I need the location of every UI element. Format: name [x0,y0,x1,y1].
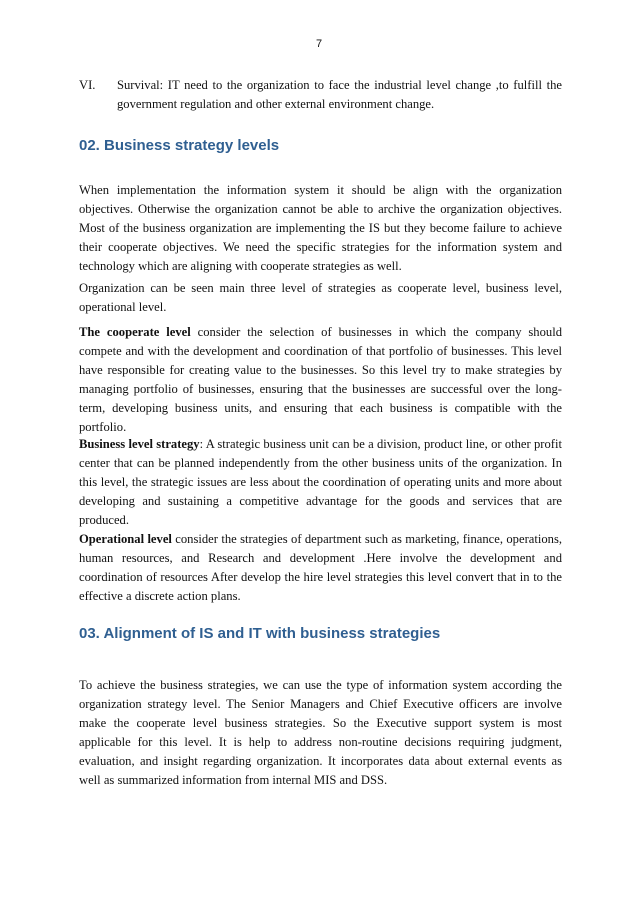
section-heading-business-strategy-levels: 02. Business strategy levels [79,137,280,154]
paragraph-alignment: To achieve the business strategies, we can use the type of information system according the organization strategy level. The Senior Managers and Chief Executive officers are involve make the cooperate level business strategies. So the Executive support system is most applicable for this level. It is help to address non-routine decisions requiring judgment, evaluation, and insight regarding organization. It incorporates data about external events as well as summarized information from internal MIS and DSS. [79,678,562,787]
list-item-survival [79,76,562,114]
paragraph-business-level-strategy [79,435,562,530]
term-operational-level: Operational level [79,532,172,546]
paragraph-intro: When implementation the information system it should be align with the organization objectives. Otherwise the organization cannot be able to archive the organization objectives. Most of the business organization are implementing the IS but they become failure to achieve their cooperate objectives. We need the specific strategies for the information system and technology which are aligning with cooperate strategies as well. [79,183,562,273]
term-business-level-strategy: Business level strategy [79,437,200,451]
text-operational-level: consider the strategies of department such as marketing, finance, operations, human resources, and Research and development .Here involve the development and coordination of resources After develop the hire level strategies this level convert that in to the effective a discrete action plans. [79,532,562,603]
paragraph-strategy-levels: Organization can be seen main three level of strategies as cooperate level, business level, operational level. [79,281,562,314]
list-item-text: Survival: IT need to the organization to face the industrial level change ,to fulfill the government regulation and other external environment change. [117,78,562,111]
page-number: 7 [315,38,323,50]
section-heading-alignment: 03. Alignment of IS and IT with business strategies [79,625,441,642]
text-business-level-strategy: : A strategic business unit can be a division, product line, or other profit center that can be planned independently from the other business units of the organization. In this level, the strategic issues are less about the coordination of operating units and more about developing and sustaining a competitive advantage for the goods and services that are produced. [79,437,562,527]
term-cooperate-level: The cooperate level [79,325,191,339]
paragraph-operational-level [79,530,562,606]
paragraph-cooperate-level [79,323,562,437]
text-cooperate-level: consider the selection of businesses in which the company should compete and with the development and coordination of that portfolio of businesses. This level have responsible for creating value to the businesses. So this level try to make strategies by managing portfolio of businesses, ensuring that the businesses are successful over the long-term, developing business units, and ensuring that each business is compatible with the portfolio. [79,325,562,434]
list-item-number: VI. [79,78,96,92]
